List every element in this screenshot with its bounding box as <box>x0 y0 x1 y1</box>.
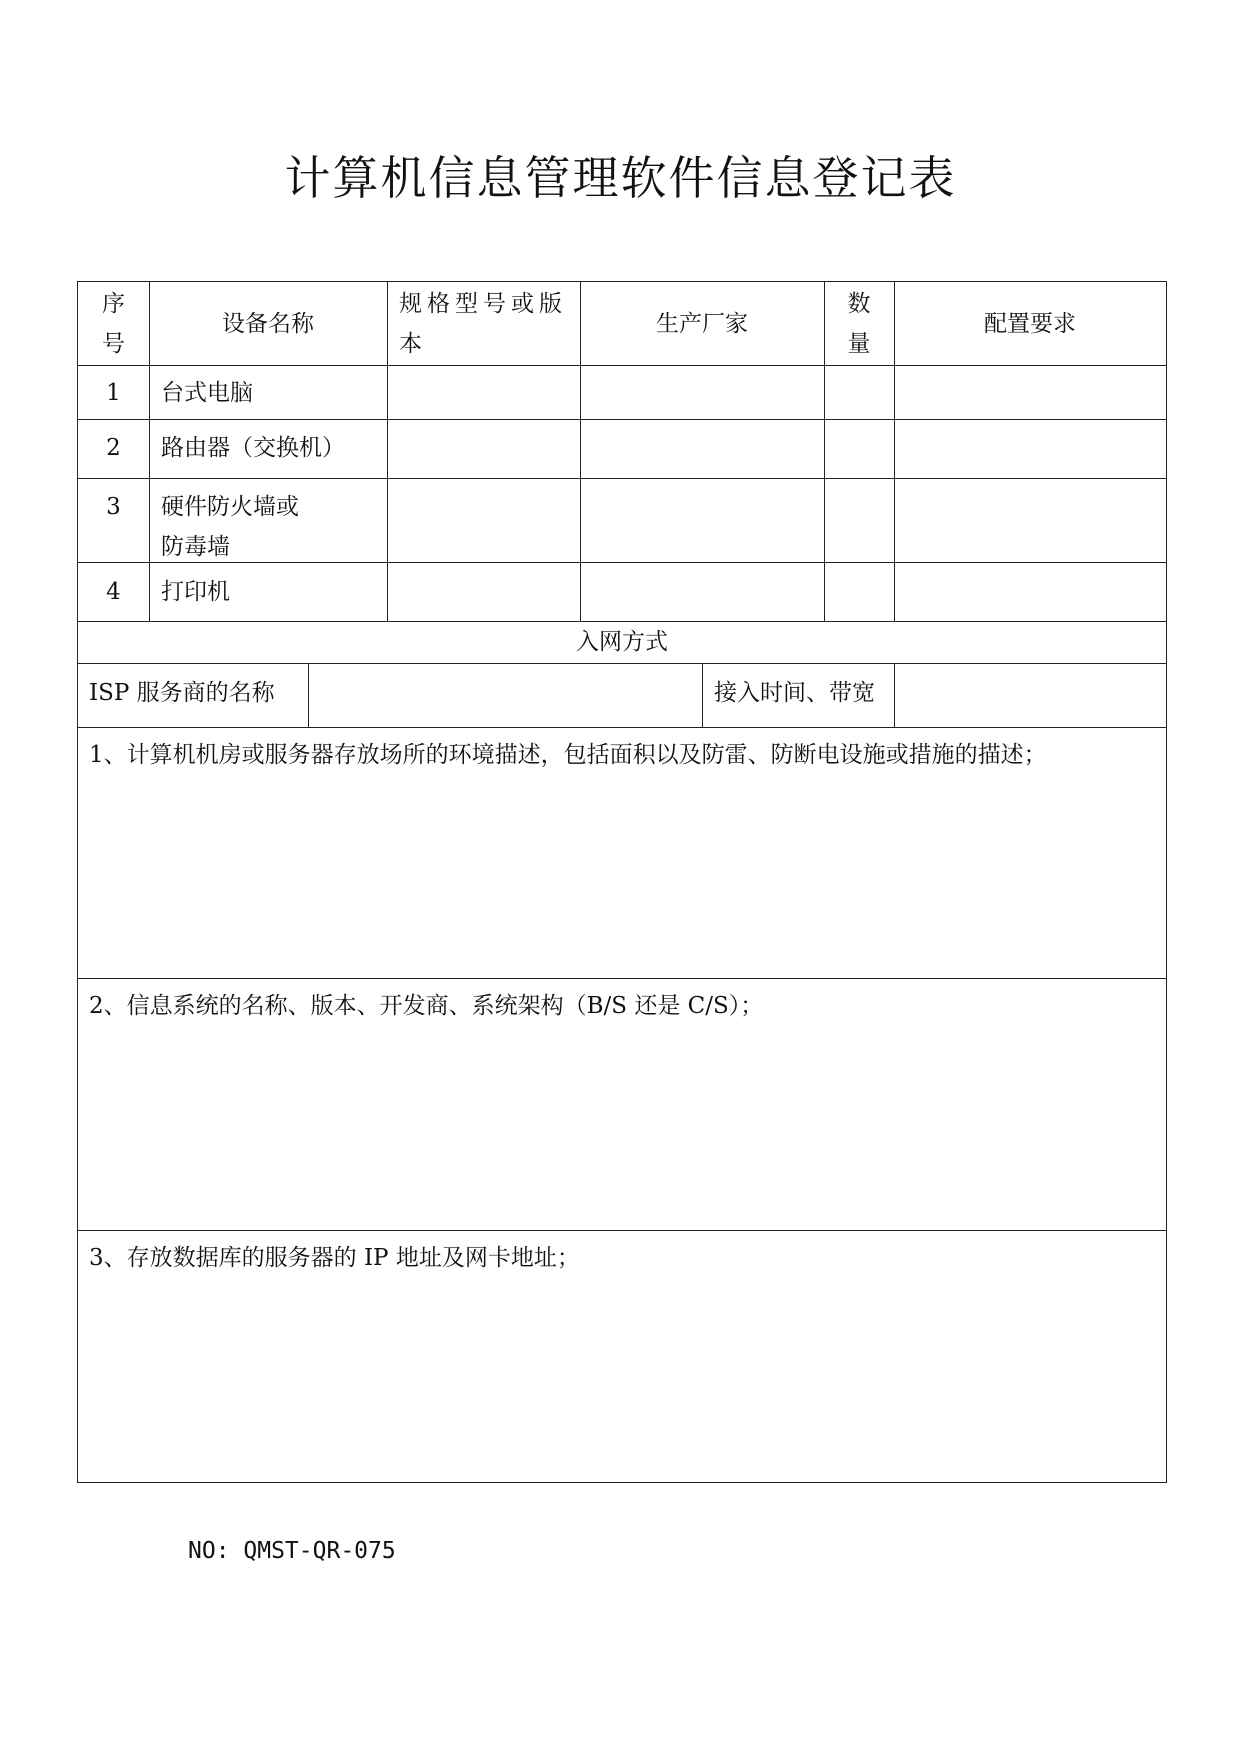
row-device-name: 硬件防火墙或 防毒墙 <box>161 494 299 560</box>
header-manufacturer: 生产厂家 <box>656 311 748 337</box>
row-seq: 1 <box>106 380 121 406</box>
header-quantity: 数 量 <box>847 291 871 357</box>
header-config-requirements: 配置要求 <box>984 311 1076 337</box>
row-divider <box>78 365 1166 366</box>
form-number: NO: QMST-QR-075 <box>188 1538 396 1564</box>
document-title: 计算机信息管理软件信息登记表 <box>284 151 957 205</box>
column-divider <box>387 282 388 621</box>
section-information-system: 2、信息系统的名称、版本、开发商、系统架构（B/S 还是 C/S）； <box>89 993 764 1019</box>
column-divider <box>702 663 703 727</box>
row-divider <box>78 478 1166 479</box>
column-divider <box>894 663 895 727</box>
network-access-heading: 入网方式 <box>576 629 668 655</box>
column-divider <box>308 663 309 727</box>
row-seq: 2 <box>106 435 121 461</box>
row-divider <box>78 419 1166 420</box>
header-device-name: 设备名称 <box>222 311 314 337</box>
row-divider <box>78 663 1166 664</box>
row-device-name: 路由器（交换机） <box>161 435 345 461</box>
section-server-address: 3、存放数据库的服务器的 IP 地址及网卡地址； <box>89 1245 580 1271</box>
row-divider <box>78 978 1166 979</box>
section-environment: 1、计算机机房或服务器存放场所的环境描述，包括面积以及防雷、防断电设施或措施的描述； <box>89 742 1047 768</box>
row-device-name: 台式电脑 <box>161 380 253 406</box>
row-seq: 4 <box>106 579 121 605</box>
row-seq: 3 <box>106 494 121 520</box>
row-divider <box>78 1230 1166 1231</box>
access-time-bandwidth-label: 接入时间、带宽 <box>714 680 875 706</box>
registration-table <box>77 281 1167 1483</box>
isp-name-label: ISP 服务商的名称 <box>89 680 275 706</box>
header-seq: 序 号 <box>102 291 125 357</box>
row-divider <box>78 727 1166 728</box>
header-spec-version: 规格型号或版 本 <box>399 291 567 357</box>
row-device-name: 打印机 <box>161 579 230 605</box>
